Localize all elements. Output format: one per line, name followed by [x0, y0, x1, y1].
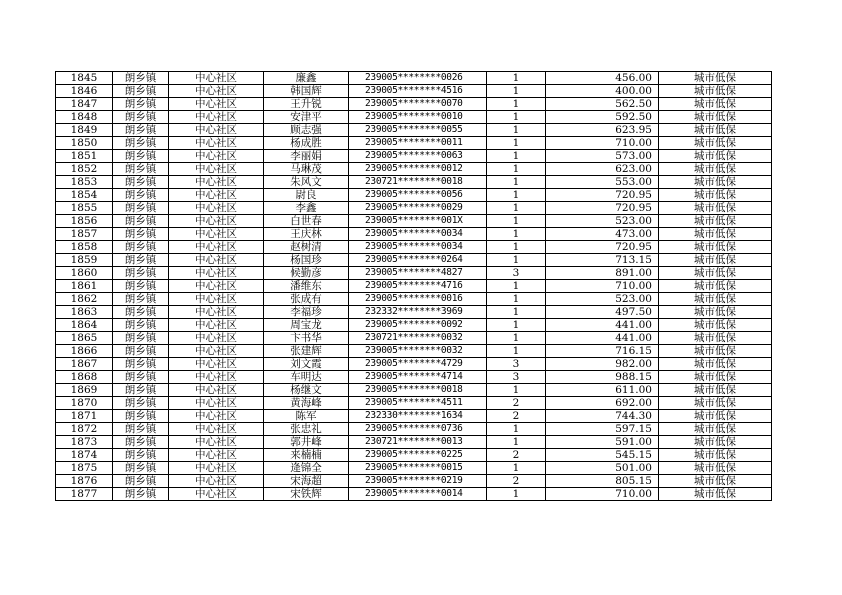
- community-cell: 中心社区: [169, 306, 264, 319]
- table-row: [56, 475, 772, 488]
- amount-cell: 473.00: [546, 228, 659, 241]
- household-count-cell: 1: [487, 280, 546, 293]
- table-body: [56, 72, 772, 501]
- aid-type-cell: 城市低保: [659, 436, 772, 449]
- household-count-cell: 1: [487, 423, 546, 436]
- name-cell: 李丽娟: [264, 150, 349, 163]
- row-number: 1873: [56, 436, 113, 449]
- amount-cell: 592.50: [546, 111, 659, 124]
- name-cell: 安津平: [264, 111, 349, 124]
- row-number: 1851: [56, 150, 113, 163]
- household-count-cell: 1: [487, 163, 546, 176]
- town-cell: 朗乡镇: [113, 176, 169, 189]
- town-cell: 朗乡镇: [113, 475, 169, 488]
- community-cell: 中心社区: [169, 280, 264, 293]
- household-count-cell: 1: [487, 98, 546, 111]
- amount-cell: 573.00: [546, 150, 659, 163]
- household-count-cell: 3: [487, 371, 546, 384]
- aid-type-cell: 城市低保: [659, 189, 772, 202]
- household-count-cell: 1: [487, 124, 546, 137]
- amount-cell: 441.00: [546, 332, 659, 345]
- row-number: 1856: [56, 215, 113, 228]
- table-row: [56, 176, 772, 189]
- row-number: 1854: [56, 189, 113, 202]
- id-number-cell: 239005********4714: [349, 371, 487, 384]
- row-number: 1849: [56, 124, 113, 137]
- amount-cell: 497.50: [546, 306, 659, 319]
- aid-type-cell: 城市低保: [659, 280, 772, 293]
- aid-type-cell: 城市低保: [659, 85, 772, 98]
- aid-type-cell: 城市低保: [659, 488, 772, 501]
- household-count-cell: 1: [487, 85, 546, 98]
- table-row: [56, 358, 772, 371]
- id-number-cell: 232330********1634: [349, 410, 487, 423]
- table-row: [56, 72, 772, 85]
- community-cell: 中心社区: [169, 163, 264, 176]
- id-number-cell: 230721********0032: [349, 332, 487, 345]
- town-cell: 朗乡镇: [113, 215, 169, 228]
- name-cell: 宋铁辉: [264, 488, 349, 501]
- table-row: [56, 449, 772, 462]
- table-row: [56, 345, 772, 358]
- town-cell: 朗乡镇: [113, 124, 169, 137]
- aid-type-cell: 城市低保: [659, 267, 772, 280]
- amount-cell: 744.30: [546, 410, 659, 423]
- name-cell: 杨继文: [264, 384, 349, 397]
- row-number: 1875: [56, 462, 113, 475]
- name-cell: 张成有: [264, 293, 349, 306]
- amount-cell: 553.00: [546, 176, 659, 189]
- table-row: [56, 267, 772, 280]
- name-cell: 马琳茂: [264, 163, 349, 176]
- town-cell: 朗乡镇: [113, 111, 169, 124]
- row-number: 1870: [56, 397, 113, 410]
- community-cell: 中心社区: [169, 423, 264, 436]
- aid-type-cell: 城市低保: [659, 293, 772, 306]
- row-number: 1861: [56, 280, 113, 293]
- town-cell: 朗乡镇: [113, 436, 169, 449]
- aid-type-cell: 城市低保: [659, 124, 772, 137]
- household-count-cell: 1: [487, 137, 546, 150]
- amount-cell: 710.00: [546, 280, 659, 293]
- aid-type-cell: 城市低保: [659, 319, 772, 332]
- town-cell: 朗乡镇: [113, 306, 169, 319]
- row-number: 1863: [56, 306, 113, 319]
- town-cell: 朗乡镇: [113, 462, 169, 475]
- household-count-cell: 2: [487, 410, 546, 423]
- name-cell: 车明达: [264, 371, 349, 384]
- town-cell: 朗乡镇: [113, 267, 169, 280]
- id-number-cell: 230721********0018: [349, 176, 487, 189]
- aid-type-cell: 城市低保: [659, 241, 772, 254]
- table-row: [56, 397, 772, 410]
- row-number: 1845: [56, 72, 113, 85]
- amount-cell: 562.50: [546, 98, 659, 111]
- table-row: [56, 423, 772, 436]
- name-cell: 候勤彦: [264, 267, 349, 280]
- aid-type-cell: 城市低保: [659, 72, 772, 85]
- household-count-cell: 1: [487, 254, 546, 267]
- town-cell: 朗乡镇: [113, 384, 169, 397]
- aid-type-cell: 城市低保: [659, 423, 772, 436]
- household-count-cell: 3: [487, 267, 546, 280]
- table-row: [56, 215, 772, 228]
- amount-cell: 597.15: [546, 423, 659, 436]
- community-cell: 中心社区: [169, 137, 264, 150]
- household-count-cell: 1: [487, 202, 546, 215]
- amount-cell: 988.15: [546, 371, 659, 384]
- amount-cell: 623.00: [546, 163, 659, 176]
- amount-cell: 710.00: [546, 137, 659, 150]
- row-number: 1858: [56, 241, 113, 254]
- row-number: 1867: [56, 358, 113, 371]
- aid-type-cell: 城市低保: [659, 254, 772, 267]
- id-number-cell: 239005********0015: [349, 462, 487, 475]
- community-cell: 中心社区: [169, 371, 264, 384]
- community-cell: 中心社区: [169, 488, 264, 501]
- community-cell: 中心社区: [169, 397, 264, 410]
- town-cell: 朗乡镇: [113, 423, 169, 436]
- name-cell: 周宝龙: [264, 319, 349, 332]
- aid-type-cell: 城市低保: [659, 163, 772, 176]
- town-cell: 朗乡镇: [113, 319, 169, 332]
- town-cell: 朗乡镇: [113, 228, 169, 241]
- id-number-cell: 239005********0010: [349, 111, 487, 124]
- table-row: [56, 150, 772, 163]
- name-cell: 来楠楠: [264, 449, 349, 462]
- id-number-cell: 230721********0013: [349, 436, 487, 449]
- town-cell: 朗乡镇: [113, 358, 169, 371]
- row-number: 1860: [56, 267, 113, 280]
- row-number: 1846: [56, 85, 113, 98]
- community-cell: 中心社区: [169, 358, 264, 371]
- amount-cell: 523.00: [546, 215, 659, 228]
- aid-type-cell: 城市低保: [659, 137, 772, 150]
- household-count-cell: 2: [487, 475, 546, 488]
- amount-cell: 456.00: [546, 72, 659, 85]
- row-number: 1874: [56, 449, 113, 462]
- amount-cell: 982.00: [546, 358, 659, 371]
- id-number-cell: 239005********0736: [349, 423, 487, 436]
- town-cell: 朗乡镇: [113, 137, 169, 150]
- community-cell: 中心社区: [169, 436, 264, 449]
- household-count-cell: 3: [487, 358, 546, 371]
- name-cell: 王升锐: [264, 98, 349, 111]
- town-cell: 朗乡镇: [113, 254, 169, 267]
- name-cell: 黄海峰: [264, 397, 349, 410]
- community-cell: 中心社区: [169, 85, 264, 98]
- aid-type-cell: 城市低保: [659, 111, 772, 124]
- amount-cell: 805.15: [546, 475, 659, 488]
- household-count-cell: 1: [487, 72, 546, 85]
- name-cell: 韩国辉: [264, 85, 349, 98]
- name-cell: 郭井峰: [264, 436, 349, 449]
- community-cell: 中心社区: [169, 228, 264, 241]
- id-number-cell: 239005********0056: [349, 189, 487, 202]
- id-number-cell: 239005********0012: [349, 163, 487, 176]
- aid-type-cell: 城市低保: [659, 98, 772, 111]
- id-number-cell: 239005********0011: [349, 137, 487, 150]
- row-number: 1859: [56, 254, 113, 267]
- row-number: 1868: [56, 371, 113, 384]
- table-row: [56, 111, 772, 124]
- name-cell: 张忠礼: [264, 423, 349, 436]
- community-cell: 中心社区: [169, 189, 264, 202]
- town-cell: 朗乡镇: [113, 85, 169, 98]
- name-cell: 刘文霞: [264, 358, 349, 371]
- table-row: [56, 98, 772, 111]
- household-count-cell: 2: [487, 449, 546, 462]
- household-count-cell: 1: [487, 215, 546, 228]
- name-cell: 杨国珍: [264, 254, 349, 267]
- id-number-cell: 239005********0063: [349, 150, 487, 163]
- id-number-cell: 239005********0014: [349, 488, 487, 501]
- row-number: 1864: [56, 319, 113, 332]
- town-cell: 朗乡镇: [113, 72, 169, 85]
- id-number-cell: 239005********0264: [349, 254, 487, 267]
- town-cell: 朗乡镇: [113, 150, 169, 163]
- id-number-cell: 239005********0219: [349, 475, 487, 488]
- table-row: [56, 280, 772, 293]
- town-cell: 朗乡镇: [113, 410, 169, 423]
- community-cell: 中心社区: [169, 449, 264, 462]
- id-number-cell: 239005********4511: [349, 397, 487, 410]
- amount-cell: 523.00: [546, 293, 659, 306]
- town-cell: 朗乡镇: [113, 280, 169, 293]
- row-number: 1862: [56, 293, 113, 306]
- town-cell: 朗乡镇: [113, 371, 169, 384]
- name-cell: 王庆林: [264, 228, 349, 241]
- household-count-cell: 1: [487, 111, 546, 124]
- name-cell: 逄锦全: [264, 462, 349, 475]
- table-row: [56, 202, 772, 215]
- table-row: [56, 137, 772, 150]
- name-cell: 李福珍: [264, 306, 349, 319]
- aid-type-cell: 城市低保: [659, 215, 772, 228]
- household-count-cell: 1: [487, 228, 546, 241]
- table-row: [56, 488, 772, 501]
- household-count-cell: 1: [487, 436, 546, 449]
- amount-cell: 720.95: [546, 202, 659, 215]
- amount-cell: 891.00: [546, 267, 659, 280]
- aid-type-cell: 城市低保: [659, 228, 772, 241]
- amount-cell: 611.00: [546, 384, 659, 397]
- community-cell: 中心社区: [169, 319, 264, 332]
- town-cell: 朗乡镇: [113, 397, 169, 410]
- table-row: [56, 306, 772, 319]
- aid-type-cell: 城市低保: [659, 332, 772, 345]
- name-cell: 顾志强: [264, 124, 349, 137]
- table-row: [56, 410, 772, 423]
- town-cell: 朗乡镇: [113, 241, 169, 254]
- aid-type-cell: 城市低保: [659, 384, 772, 397]
- aid-type-cell: 城市低保: [659, 371, 772, 384]
- table-row: [56, 371, 772, 384]
- id-number-cell: 239005********0034: [349, 228, 487, 241]
- community-cell: 中心社区: [169, 293, 264, 306]
- name-cell: 尉良: [264, 189, 349, 202]
- row-number: 1876: [56, 475, 113, 488]
- id-number-cell: 239005********0029: [349, 202, 487, 215]
- community-cell: 中心社区: [169, 254, 264, 267]
- table-row: [56, 293, 772, 306]
- aid-type-cell: 城市低保: [659, 410, 772, 423]
- community-cell: 中心社区: [169, 241, 264, 254]
- aid-type-cell: 城市低保: [659, 345, 772, 358]
- aid-type-cell: 城市低保: [659, 462, 772, 475]
- row-number: 1853: [56, 176, 113, 189]
- name-cell: 宋海超: [264, 475, 349, 488]
- table-row: [56, 332, 772, 345]
- town-cell: 朗乡镇: [113, 449, 169, 462]
- name-cell: 李鑫: [264, 202, 349, 215]
- amount-cell: 623.95: [546, 124, 659, 137]
- table-row: [56, 163, 772, 176]
- town-cell: 朗乡镇: [113, 332, 169, 345]
- id-number-cell: 239005********0026: [349, 72, 487, 85]
- row-number: 1872: [56, 423, 113, 436]
- id-number-cell: 239005********0032: [349, 345, 487, 358]
- community-cell: 中心社区: [169, 202, 264, 215]
- table-row: [56, 254, 772, 267]
- row-number: 1855: [56, 202, 113, 215]
- table-row: [56, 189, 772, 202]
- id-number-cell: 239005********0034: [349, 241, 487, 254]
- id-number-cell: 239005********0055: [349, 124, 487, 137]
- allowance-table: [55, 71, 772, 501]
- household-count-cell: 1: [487, 150, 546, 163]
- name-cell: 卞书华: [264, 332, 349, 345]
- amount-cell: 501.00: [546, 462, 659, 475]
- row-number: 1850: [56, 137, 113, 150]
- id-number-cell: 239005********4716: [349, 280, 487, 293]
- community-cell: 中心社区: [169, 475, 264, 488]
- aid-type-cell: 城市低保: [659, 449, 772, 462]
- aid-type-cell: 城市低保: [659, 306, 772, 319]
- table-row: [56, 436, 772, 449]
- aid-type-cell: 城市低保: [659, 176, 772, 189]
- household-count-cell: 2: [487, 397, 546, 410]
- table-row: [56, 319, 772, 332]
- name-cell: 赵树清: [264, 241, 349, 254]
- id-number-cell: 239005********4729: [349, 358, 487, 371]
- amount-cell: 720.95: [546, 241, 659, 254]
- row-number: 1877: [56, 488, 113, 501]
- household-count-cell: 1: [487, 332, 546, 345]
- amount-cell: 591.00: [546, 436, 659, 449]
- community-cell: 中心社区: [169, 267, 264, 280]
- town-cell: 朗乡镇: [113, 293, 169, 306]
- id-number-cell: 232332********3969: [349, 306, 487, 319]
- household-count-cell: 1: [487, 319, 546, 332]
- name-cell: 廉鑫: [264, 72, 349, 85]
- aid-type-cell: 城市低保: [659, 358, 772, 371]
- table-row: [56, 85, 772, 98]
- table-row: [56, 228, 772, 241]
- town-cell: 朗乡镇: [113, 345, 169, 358]
- town-cell: 朗乡镇: [113, 488, 169, 501]
- name-cell: 潘维东: [264, 280, 349, 293]
- row-number: 1866: [56, 345, 113, 358]
- row-number: 1869: [56, 384, 113, 397]
- amount-cell: 710.00: [546, 488, 659, 501]
- name-cell: 杨成胜: [264, 137, 349, 150]
- id-number-cell: 239005********4827: [349, 267, 487, 280]
- id-number-cell: 239005********0018: [349, 384, 487, 397]
- table-row: [56, 241, 772, 254]
- community-cell: 中心社区: [169, 215, 264, 228]
- household-count-cell: 1: [487, 345, 546, 358]
- name-cell: 白世春: [264, 215, 349, 228]
- table-row: [56, 462, 772, 475]
- community-cell: 中心社区: [169, 124, 264, 137]
- row-number: 1857: [56, 228, 113, 241]
- row-number: 1871: [56, 410, 113, 423]
- town-cell: 朗乡镇: [113, 202, 169, 215]
- community-cell: 中心社区: [169, 98, 264, 111]
- table-row: [56, 384, 772, 397]
- id-number-cell: 239005********0016: [349, 293, 487, 306]
- household-count-cell: 1: [487, 176, 546, 189]
- household-count-cell: 1: [487, 384, 546, 397]
- town-cell: 朗乡镇: [113, 189, 169, 202]
- aid-type-cell: 城市低保: [659, 202, 772, 215]
- community-cell: 中心社区: [169, 345, 264, 358]
- amount-cell: 692.00: [546, 397, 659, 410]
- amount-cell: 545.15: [546, 449, 659, 462]
- id-number-cell: 239005********0092: [349, 319, 487, 332]
- name-cell: 陈军: [264, 410, 349, 423]
- community-cell: 中心社区: [169, 462, 264, 475]
- town-cell: 朗乡镇: [113, 163, 169, 176]
- household-count-cell: 1: [487, 488, 546, 501]
- community-cell: 中心社区: [169, 176, 264, 189]
- id-number-cell: 239005********001X: [349, 215, 487, 228]
- name-cell: 张建辉: [264, 345, 349, 358]
- community-cell: 中心社区: [169, 332, 264, 345]
- amount-cell: 713.15: [546, 254, 659, 267]
- aid-type-cell: 城市低保: [659, 475, 772, 488]
- community-cell: 中心社区: [169, 72, 264, 85]
- name-cell: 朱风文: [264, 176, 349, 189]
- household-count-cell: 1: [487, 306, 546, 319]
- row-number: 1847: [56, 98, 113, 111]
- household-count-cell: 1: [487, 293, 546, 306]
- community-cell: 中心社区: [169, 410, 264, 423]
- amount-cell: 716.15: [546, 345, 659, 358]
- id-number-cell: 239005********0070: [349, 98, 487, 111]
- table-row: [56, 124, 772, 137]
- household-count-cell: 1: [487, 241, 546, 254]
- row-number: 1852: [56, 163, 113, 176]
- community-cell: 中心社区: [169, 150, 264, 163]
- community-cell: 中心社区: [169, 384, 264, 397]
- aid-type-cell: 城市低保: [659, 397, 772, 410]
- amount-cell: 441.00: [546, 319, 659, 332]
- household-count-cell: 1: [487, 189, 546, 202]
- id-number-cell: 239005********0225: [349, 449, 487, 462]
- amount-cell: 400.00: [546, 85, 659, 98]
- row-number: 1865: [56, 332, 113, 345]
- household-count-cell: 1: [487, 462, 546, 475]
- id-number-cell: 239005********4516: [349, 85, 487, 98]
- row-number: 1848: [56, 111, 113, 124]
- community-cell: 中心社区: [169, 111, 264, 124]
- town-cell: 朗乡镇: [113, 98, 169, 111]
- aid-type-cell: 城市低保: [659, 150, 772, 163]
- amount-cell: 720.95: [546, 189, 659, 202]
